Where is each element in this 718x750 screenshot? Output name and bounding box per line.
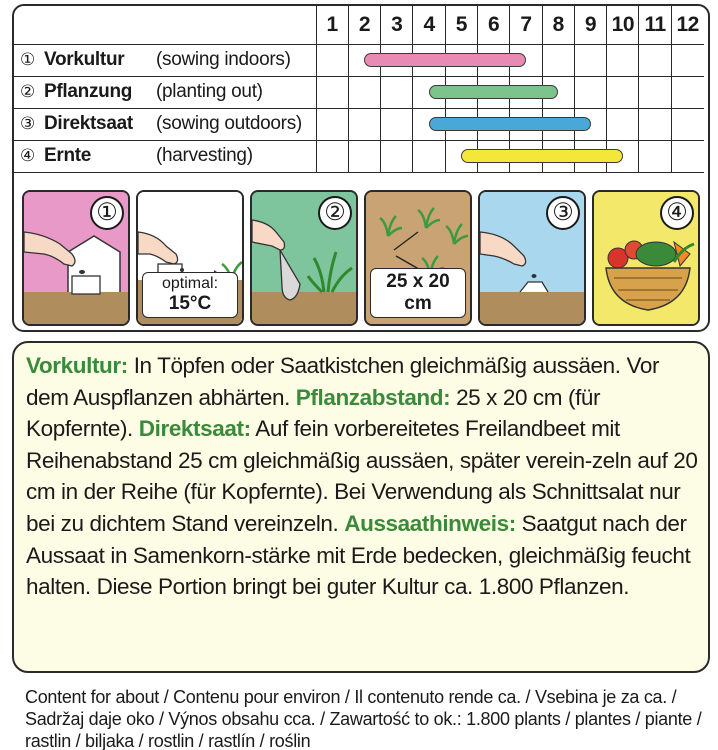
instruction-text: 25 x 20 cm (für Kopfernte).	[26, 384, 601, 442]
row-label: ④ Ernte (harvesting)	[14, 140, 316, 172]
instruction-text: Auf fein vorbereitetes Freilandbeet mit Reihenabstand 25 cm gleichmäßig aussäen, später verein-zeln auf 20 cm in der Reihe (für Kopfernte). Bei Verwendung als Schnittsalat nur bei zu dichtem Stand vereinzeln.	[26, 416, 698, 536]
sowing-calendar-card	[12, 4, 710, 332]
keyword-aussaathinweis: Aussaathinweis:	[344, 510, 516, 536]
calendar-bar-1	[364, 53, 525, 67]
calendar-row-sowing-indoors	[14, 44, 704, 76]
month-9: 9	[574, 6, 606, 44]
month-header-row	[14, 6, 704, 44]
month-11: 11	[639, 6, 671, 44]
tile-harvesting	[592, 190, 700, 326]
month-12: 12	[671, 6, 703, 44]
tile-sowing-indoors	[22, 190, 130, 326]
row-title: Vorkultur	[44, 49, 125, 70]
cultivation-instructions	[12, 341, 710, 673]
month-3: 3	[381, 6, 413, 44]
calendar-bar-4	[461, 149, 622, 163]
tile-optimal-temperature	[136, 190, 244, 326]
header-blank-cell	[14, 6, 316, 44]
month-10: 10	[607, 6, 639, 44]
calendar-bar-2	[429, 85, 558, 99]
month-8: 8	[542, 6, 574, 44]
keyword-pflanzabstand: Pflanzabstand:	[295, 384, 451, 410]
step-badge: ①	[90, 196, 124, 230]
month-5: 5	[445, 6, 477, 44]
calendar-row-sowing-outdoors	[14, 108, 704, 140]
row-label: ① Vorkultur (sowing indoors)	[14, 44, 316, 76]
keyword-vorkultur: Vorkultur:	[26, 353, 128, 378]
tile-plant-spacing	[364, 190, 472, 326]
step-badge: ③	[546, 196, 580, 230]
calendar-bar-3	[429, 117, 590, 131]
temperature-label: optimal: 15°C	[142, 272, 238, 318]
row-title: Ernte	[44, 145, 92, 166]
keyword-direktsaat: Direktsaat:	[138, 416, 251, 442]
seed-content-footer: Content for about / Contenu pour environ / Il contenuto rende ca. / Vsebina je za ca. / Sadržaj daje oko / Výnos obsahu cca. / Zawartość to ok.: 1.800 plants / plantes / piante / rastlin / biljaka / rostlin / rastlín / roślin	[25, 687, 702, 750]
step-badge: ②	[318, 196, 352, 230]
month-6: 6	[477, 6, 509, 44]
row-subtitle: (harvesting)	[156, 145, 253, 166]
row-subtitle: (planting out)	[156, 81, 263, 102]
month-2: 2	[348, 6, 380, 44]
sowing-calendar-table	[14, 6, 704, 173]
row-title: Pflanzung	[44, 81, 133, 102]
row-title: Direktsaat	[44, 113, 133, 134]
month-4: 4	[413, 6, 445, 44]
tile-direct-sowing	[478, 190, 586, 326]
row-subtitle: (sowing outdoors)	[156, 113, 302, 134]
instruction-text: In Töpfen oder Saatkistchen gleichmäßig aussäen. Vor dem Auspflanzen abhärten.	[26, 353, 660, 410]
spacing-label: 25 x 20 cm	[370, 268, 466, 318]
tile-planting-out	[250, 190, 358, 326]
row-subtitle: (sowing indoors)	[156, 49, 291, 70]
step-badge: ④	[660, 196, 694, 230]
row-label: ② Pflanzung (planting out)	[14, 76, 316, 108]
calendar-row-planting-out	[14, 76, 704, 108]
instruction-text: Saatgut nach der Aussaat in Samenkorn-stärke mit Erde bedecken, gleichmäßig feucht halten. Diese Portion bringt bei guter Kultur ca. 1.800 Pflanzen.	[26, 510, 691, 600]
month-1: 1	[316, 6, 348, 44]
month-7: 7	[510, 6, 542, 44]
row-label: ③ Direktsaat (sowing outdoors)	[14, 108, 316, 140]
